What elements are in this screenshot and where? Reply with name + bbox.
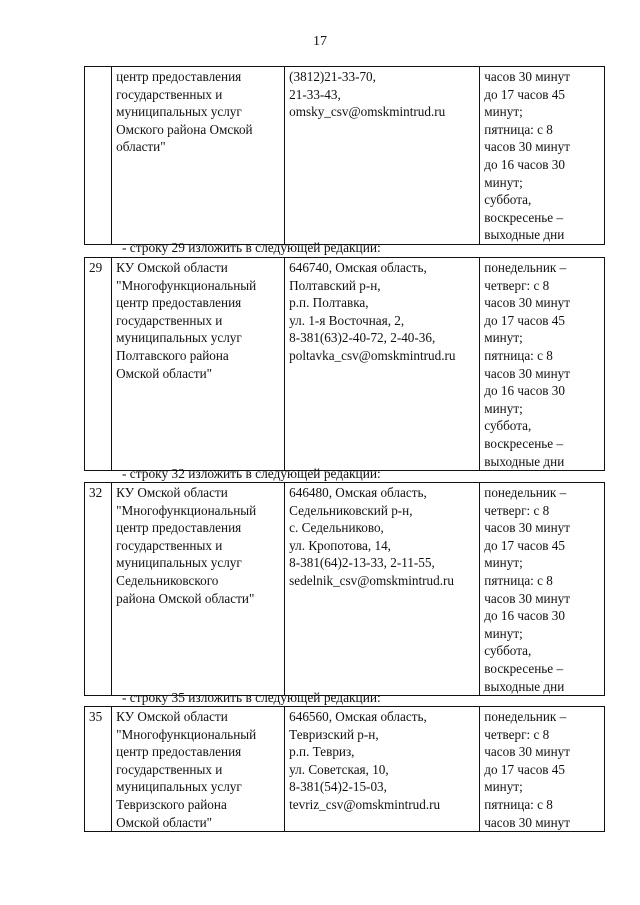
organization-name-line: района Омской области"	[116, 590, 255, 606]
working-hours-line: пятница: с 8	[484, 572, 553, 588]
working-hours-line: часов 30 минут	[484, 365, 571, 381]
table-row-continued	[84, 66, 605, 245]
working-hours-line: минут;	[484, 104, 523, 120]
working-hours-line: понедельник –	[484, 485, 567, 500]
working-hours-line: до 17 часов 45	[484, 761, 565, 777]
organization-name-cell	[112, 258, 285, 471]
row-number: 35	[89, 709, 103, 724]
working-hours-line: часов 30 минут	[484, 69, 571, 84]
working-hours-line: минут;	[484, 555, 523, 571]
table-row	[85, 67, 605, 245]
table-row-32	[84, 482, 605, 696]
organization-name-line: Седельниковского	[116, 572, 219, 588]
organization-name-line: муниципальных услуг	[116, 779, 242, 795]
working-hours-line: часов 30 минут	[484, 295, 571, 311]
address-contacts-line: 646740, Омская область,	[289, 260, 427, 275]
working-hours-line: часов 30 минут	[484, 520, 571, 536]
working-hours-line: часов 30 минут	[484, 139, 571, 155]
address-contacts-line: Тевризский р-н,	[289, 726, 379, 742]
working-hours-line: до 16 часов 30	[484, 156, 565, 172]
address-contacts-line: 21-33-43,	[289, 86, 341, 102]
working-hours-line: суббота,	[484, 192, 532, 208]
organization-name-line: государственных и	[116, 761, 223, 777]
address-contacts-line: 8-381(64)2-13-33, 2-11-55,	[289, 555, 435, 571]
table-row-29	[84, 257, 605, 471]
working-hours-line: пятница: с 8	[484, 121, 553, 137]
working-hours-line: часов 30 минут	[484, 814, 571, 830]
table-row-35	[84, 706, 605, 832]
organization-name-line: Омской области"	[116, 814, 213, 830]
organization-name-line: КУ Омской области	[116, 709, 228, 724]
working-hours-cell	[480, 67, 605, 245]
address-contacts-line: с. Седельниково,	[289, 520, 384, 536]
address-contacts-cell	[285, 707, 480, 832]
organization-name-line: Полтавского района	[116, 347, 229, 363]
working-hours-line: суббота,	[484, 418, 532, 434]
working-hours-line: до 17 часов 45	[484, 537, 565, 553]
row-number-cell	[85, 707, 112, 832]
instruction-row-35: - строку 35 изложить в следующей редакции:	[122, 690, 381, 705]
organization-name-cell	[112, 707, 285, 832]
organization-name-line: КУ Омской области	[116, 485, 228, 500]
working-hours-line: выходные дни	[484, 227, 565, 243]
working-hours-line: пятница: с 8	[484, 347, 553, 363]
working-hours-line: выходные дни	[484, 453, 565, 469]
working-hours-line: минут;	[484, 400, 523, 416]
organization-name-line: области"	[116, 139, 166, 155]
working-hours-line: понедельник –	[484, 260, 567, 275]
organization-name-line: Тевризского района	[116, 796, 227, 812]
working-hours-line: до 16 часов 30	[484, 608, 565, 624]
address-contacts-cell	[285, 258, 480, 471]
organization-name-line: КУ Омской области	[116, 260, 228, 275]
working-hours-line: воскресенье –	[484, 209, 564, 225]
working-hours-line: до 16 часов 30	[484, 383, 565, 399]
row-number-cell	[85, 258, 112, 471]
address-contacts-line: Седельниковский р-н,	[289, 502, 413, 518]
instruction-row-29: - строку 29 изложить в следующей редакции:	[122, 240, 381, 255]
row-number: 32	[89, 485, 103, 500]
organization-name-line: муниципальных услуг	[116, 104, 242, 120]
organization-name-line: государственных и	[116, 312, 223, 328]
table-row	[85, 258, 605, 471]
table-row	[85, 483, 605, 696]
address-contacts-line: 646480, Омская область,	[289, 485, 427, 500]
working-hours-line: воскресенье –	[484, 435, 564, 451]
address-contacts-line: 8-381(54)2-15-03,	[289, 779, 387, 795]
working-hours-line: четверг: с 8	[484, 502, 550, 518]
organization-name-line: центр предоставления	[116, 295, 242, 311]
row-number: 29	[89, 260, 103, 275]
organization-name-cell	[112, 483, 285, 696]
working-hours-line: четверг: с 8	[484, 277, 550, 293]
working-hours-line: минут;	[484, 330, 523, 346]
address-contacts-line: poltavka_csv@omskmintrud.ru	[289, 347, 456, 363]
organization-name-line: "Многофункциональный	[116, 277, 257, 293]
address-contacts-cell	[285, 67, 480, 245]
address-contacts-line: omsky_csv@omskmintrud.ru	[289, 104, 446, 120]
working-hours-cell	[480, 258, 605, 471]
address-contacts-line: р.п. Полтавка,	[289, 295, 369, 311]
instruction-row-32: - строку 32 изложить в следующей редакции:	[122, 466, 381, 481]
working-hours-line: понедельник –	[484, 709, 567, 724]
working-hours-line: до 17 часов 45	[484, 312, 565, 328]
organization-name-line: центр предоставления	[116, 744, 242, 760]
page-number: 17	[313, 34, 327, 49]
address-contacts-line: Полтавский р-н,	[289, 277, 381, 293]
working-hours-line: четверг: с 8	[484, 726, 550, 742]
organization-name-line: государственных и	[116, 537, 223, 553]
organization-name-line: Омской области"	[116, 365, 213, 381]
working-hours-line: минут;	[484, 779, 523, 795]
address-contacts-line: ул. Кропотова, 14,	[289, 537, 391, 553]
organization-name-line: муниципальных услуг	[116, 330, 242, 346]
address-contacts-line: (3812)21-33-70,	[289, 69, 376, 84]
working-hours-line: выходные дни	[484, 678, 565, 694]
address-contacts-cell	[285, 483, 480, 696]
working-hours-line: суббота,	[484, 643, 532, 659]
working-hours-line: воскресенье –	[484, 660, 564, 676]
row-number-cell	[85, 483, 112, 696]
working-hours-line: минут;	[484, 174, 523, 190]
address-contacts-line: ул. 1-я Восточная, 2,	[289, 312, 405, 328]
address-contacts-line: tevriz_csv@omskmintrud.ru	[289, 796, 441, 812]
organization-name-line: Омского района Омской	[116, 121, 253, 137]
working-hours-line: до 17 часов 45	[484, 86, 565, 102]
working-hours-line: часов 30 минут	[484, 744, 571, 760]
working-hours-line: пятница: с 8	[484, 796, 553, 812]
organization-name-line: "Многофункциональный	[116, 726, 257, 742]
organization-name-cell	[112, 67, 285, 245]
address-contacts-line: ул. Советская, 10,	[289, 761, 389, 777]
working-hours-cell	[480, 483, 605, 696]
working-hours-line: часов 30 минут	[484, 590, 571, 606]
table-row	[85, 707, 605, 832]
address-contacts-line: р.п. Тевриз,	[289, 744, 355, 760]
row-number-cell	[85, 67, 112, 245]
organization-name-line: центр предоставления	[116, 520, 242, 536]
address-contacts-line: sedelnik_csv@omskmintrud.ru	[289, 572, 455, 588]
organization-name-line: "Многофункциональный	[116, 502, 257, 518]
organization-name-line: центр предоставления	[116, 69, 242, 84]
working-hours-line: минут;	[484, 625, 523, 641]
address-contacts-line: 646560, Омская область,	[289, 709, 427, 724]
organization-name-line: муниципальных услуг	[116, 555, 242, 571]
working-hours-cell	[480, 707, 605, 832]
organization-name-line: государственных и	[116, 86, 223, 102]
address-contacts-line: 8-381(63)2-40-72, 2-40-36,	[289, 330, 436, 346]
